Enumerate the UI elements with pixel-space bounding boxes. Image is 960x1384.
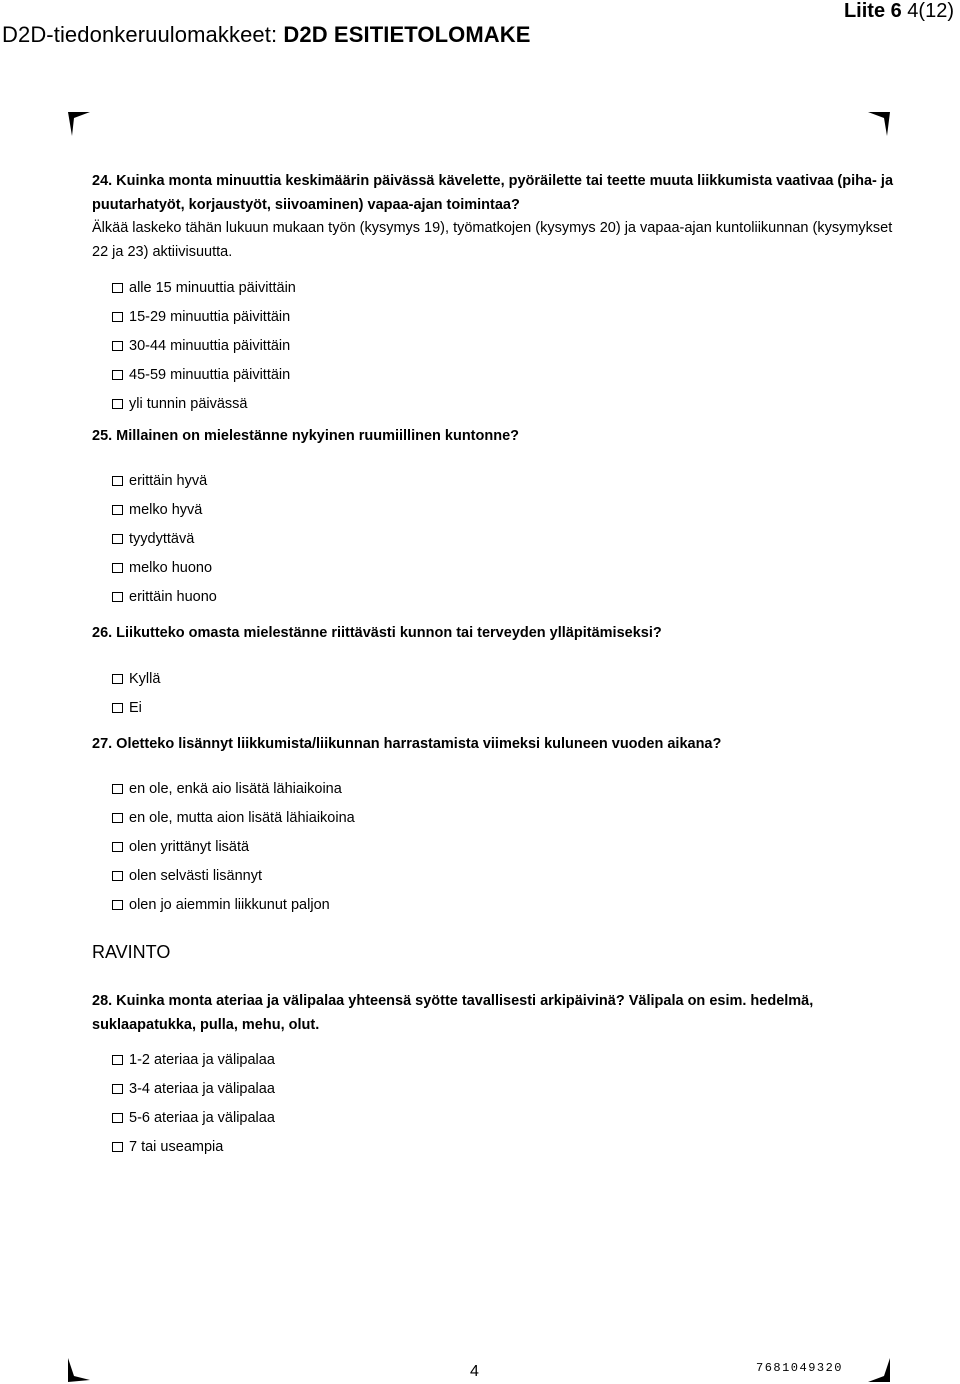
appendix-label: Liite 6 <box>843 0 902 22</box>
option-label: melko huono <box>129 559 213 576</box>
answer-option[interactable] <box>112 774 355 803</box>
checkbox[interactable] <box>112 563 123 573</box>
option-label: en ole, mutta aion lisätä lähiaikoina <box>129 809 355 826</box>
checkbox[interactable] <box>112 312 123 322</box>
question-26 <box>92 622 902 646</box>
question-27-options <box>112 774 355 919</box>
answer-option[interactable] <box>112 273 296 302</box>
checkbox[interactable] <box>112 813 123 823</box>
question-26-options <box>112 664 160 722</box>
option-label: erittäin hyvä <box>129 472 208 489</box>
registration-mark-top-right-icon <box>868 112 890 136</box>
registration-mark-bottom-left-icon <box>68 1358 90 1382</box>
question-25-options <box>112 466 217 611</box>
answer-option[interactable] <box>112 693 160 722</box>
checkbox[interactable] <box>112 703 123 713</box>
question-28-options <box>112 1045 275 1161</box>
checkbox[interactable] <box>112 842 123 852</box>
answer-option[interactable] <box>112 389 296 418</box>
question-25 <box>92 425 902 449</box>
answer-option[interactable] <box>112 553 217 582</box>
form-title: D2D ESITIETOLOMAKE <box>283 22 531 47</box>
answer-option[interactable] <box>112 331 296 360</box>
option-label: 15-29 minuuttia päivittäin <box>129 308 291 325</box>
question-number: 24. <box>92 173 113 189</box>
answer-option[interactable] <box>112 524 217 553</box>
option-label: en ole, enkä aio lisätä lähiaikoina <box>129 780 342 797</box>
question-number: 26. <box>92 625 113 641</box>
registration-mark-bottom-right-icon <box>868 1358 890 1382</box>
checkbox[interactable] <box>112 784 123 794</box>
option-label: 1-2 ateriaa ja välipalaa <box>129 1051 275 1068</box>
answer-option[interactable] <box>112 360 296 389</box>
checkbox[interactable] <box>112 534 123 544</box>
option-label: alle 15 minuuttia päivittäin <box>129 279 296 296</box>
option-label: 5-6 ateriaa ja välipalaa <box>129 1109 275 1126</box>
question-note: Älkää laskeko tähän lukuun mukaan työn (kysymys 19), työmatkojen (kysymys 20) ja vapaa-ajan kuntoliikunnan (kysymykset 22 ja 23) aktiivisuutta. <box>92 220 893 260</box>
checkbox[interactable] <box>112 1113 123 1123</box>
page-of: 4(12) <box>901 0 954 22</box>
question-text: Kuinka monta ateriaa ja välipalaa yhteensä syötte tavallisesti arkipäivinä? Välipala on esim. hedelmä, suklaapatukka, pulla, mehu, olut. <box>92 993 814 1033</box>
answer-option[interactable] <box>112 832 355 861</box>
question-number: 25. <box>92 428 113 444</box>
question-text: Oletteko lisännyt liikkumista/liikunnan harrastamista viimeksi kuluneen vuoden aikana? <box>116 736 722 752</box>
answer-option[interactable] <box>112 1132 275 1161</box>
checkbox[interactable] <box>112 370 123 380</box>
checkbox[interactable] <box>112 1084 123 1094</box>
answer-option[interactable] <box>112 664 160 693</box>
question-27 <box>92 733 902 757</box>
option-label: olen yrittänyt lisätä <box>129 838 250 855</box>
checkbox[interactable] <box>112 283 123 293</box>
answer-option[interactable] <box>112 302 296 331</box>
option-label: olen selvästi lisännyt <box>129 867 262 884</box>
question-number: 28. <box>92 993 113 1009</box>
registration-mark-top-left-icon <box>68 112 90 136</box>
answer-option[interactable] <box>112 1103 275 1132</box>
option-label: 45-59 minuuttia päivittäin <box>129 366 291 383</box>
answer-option[interactable] <box>112 890 355 919</box>
option-label: yli tunnin päivässä <box>129 395 248 412</box>
option-label: tyydyttävä <box>129 530 195 547</box>
question-text: Liikutteko omasta mielestänne riittävästi kunnon tai terveyden ylläpitämiseksi? <box>116 625 662 641</box>
document-code: 7681049320 <box>756 1361 844 1375</box>
answer-option[interactable] <box>112 495 217 524</box>
question-number: 27. <box>92 736 113 752</box>
option-label: Ei <box>129 699 142 716</box>
page-header <box>2 22 531 48</box>
answer-option[interactable] <box>112 1045 275 1074</box>
option-label: Kyllä <box>129 670 161 687</box>
answer-option[interactable] <box>112 803 355 832</box>
checkbox[interactable] <box>112 399 123 409</box>
question-24-options <box>112 273 296 418</box>
option-label: 30-44 minuuttia päivittäin <box>129 337 291 354</box>
checkbox[interactable] <box>112 871 123 881</box>
option-label: 7 tai useampia <box>129 1138 224 1155</box>
checkbox[interactable] <box>112 476 123 486</box>
option-label: 3-4 ateriaa ja välipalaa <box>129 1080 275 1097</box>
option-label: erittäin huono <box>129 588 217 605</box>
question-text: Kuinka monta minuuttia keskimäärin päivässä kävelette, pyöräilette tai teette muuta liikkumista vaativaa (piha- ja puutarhatyöt, korjaustyöt, siivoaminen) vapaa-ajan toimintaa? <box>92 173 894 213</box>
checkbox[interactable] <box>112 1142 123 1152</box>
checkbox[interactable] <box>112 900 123 910</box>
answer-option[interactable] <box>112 466 217 495</box>
option-label: melko hyvä <box>129 501 203 518</box>
section-heading: RAVINTO <box>92 942 171 962</box>
question-text: Millainen on mielestänne nykyinen ruumiillinen kuntonne? <box>116 428 520 444</box>
header-prefix: D2D-tiedonkeruulomakkeet: <box>2 22 284 47</box>
checkbox[interactable] <box>112 341 123 351</box>
answer-option[interactable] <box>112 582 217 611</box>
checkbox[interactable] <box>112 674 123 684</box>
answer-option[interactable] <box>112 1074 275 1103</box>
answer-option[interactable] <box>112 861 355 890</box>
checkbox[interactable] <box>112 505 123 515</box>
checkbox[interactable] <box>112 1055 123 1065</box>
question-28 <box>92 990 902 1037</box>
option-label: olen jo aiemmin liikkunut paljon <box>129 896 330 913</box>
appendix-indicator <box>844 0 954 23</box>
checkbox[interactable] <box>112 592 123 602</box>
page-number: 4 <box>470 1363 479 1380</box>
question-24 <box>92 170 902 264</box>
